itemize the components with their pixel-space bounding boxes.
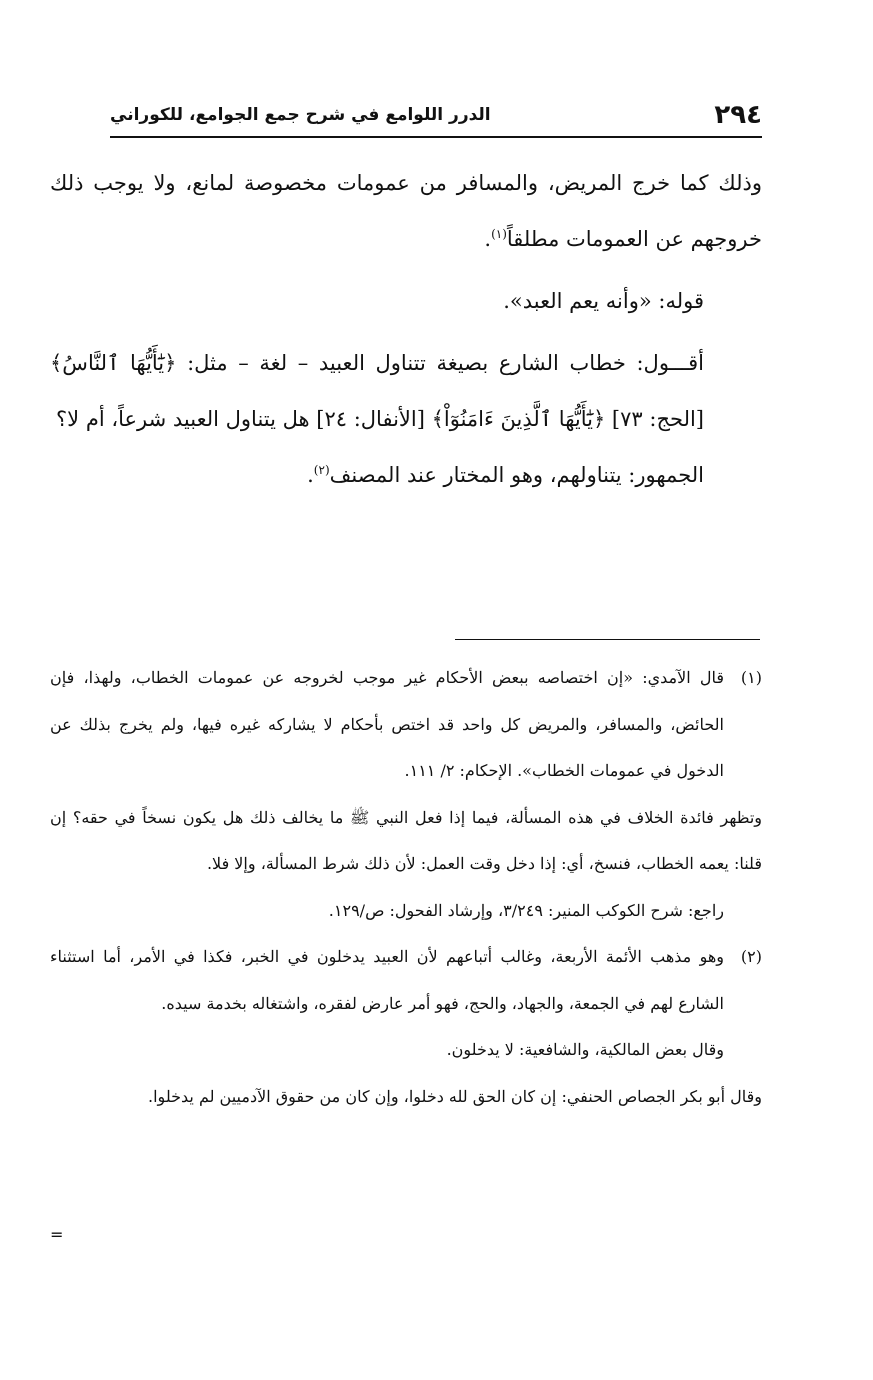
footnote-1-paragraph-1: قال الآمدي: «إن اختصاصه ببعض الأحكام غير موجب لخروجه عن عمومات الخطاب، ولهذا، فإن الحائض، والمسافر، والمريض كل واحد قد اختص بأحكام لا يشاركه غيره فيها، ولم يخرج بذلك عن الدخول في عمومات الخطاب». الإحكام: ٢/ ١١١. <box>50 668 724 780</box>
main-paragraph-1-end: . <box>484 227 492 251</box>
footnote-separator <box>455 639 760 640</box>
footnotes <box>50 655 762 1120</box>
continuation-mark: = <box>50 1225 64 1244</box>
footnote-1-paragraph-2: وتظهر فائدة الخلاف في هذه المسألة، فيما إذا فعل النبي ﷺ ما يخالف ذلك هل يكون نسخاً في حقه؟ إن قلنا: يعمه الخطاب، فنسخ، أي: إذا دخل وقت العمل: لأن ذلك شرط المسألة، وإلا فلا. <box>50 807 762 873</box>
running-title: الدرر اللوامع في شرح جمع الجوامع، للكوراني <box>110 105 491 125</box>
footnote-2-paragraph-3: وقال أبو بكر الجصاص الحنفي: إن كان الحق لله دخلوا، وإن كان من حقوق الآدميين لم يدخلوا. <box>148 1086 762 1106</box>
footnote-2-paragraph-2: وقال بعض المالكية، والشافعية: لا يدخلون. <box>446 1040 724 1059</box>
header-rule <box>110 136 762 138</box>
footnote-2-number: (٢) <box>740 947 762 966</box>
footnote-1-paragraph-3: راجع: شرح الكوكب المنير: ٣/٢٤٩، وإرشاد الفحول: ص/١٢٩. <box>328 900 724 920</box>
page-number: ٢٩٤ <box>714 100 762 130</box>
quoted-matn: قوله: «وأنه يعم العبد». <box>503 289 704 313</box>
main-paragraph-1 <box>50 155 762 267</box>
main-paragraph-3-text: الجمهور: يتناولهم، وهو المختار عند المصنف <box>329 463 704 487</box>
footnote-ref-2[interactable]: (٢) <box>313 463 330 477</box>
footnote-1-number: (١) <box>740 668 762 687</box>
footnote-2 <box>50 934 762 1027</box>
main-paragraph-3-end: . <box>307 463 314 487</box>
page-header <box>110 95 762 135</box>
footnote-2-paragraph-1: وهو مذهب الأئمة الأربعة، وغالب أتباعهم لأن العبيد يدخلون في الخبر، فكذا في الأمر، أما استثناء الشارع لهم في الجمعة، والجهاد، والحج، فهو أمر عارض لفقره، واشتغاله بخدمة سيده. <box>50 947 724 1013</box>
main-paragraph-3 <box>50 447 762 503</box>
footnote-1 <box>50 655 762 795</box>
main-paragraph-2: أقـــول: خطاب الشارع بصيغة تتناول العبيد – لغة – مثل: ﴿يَٰٓأَيُّهَا ٱلنَّاسُ﴾ [الحج: ٧٣] ﴿يَٰٓأَيُّهَا ٱلَّذِينَ ءَامَنُوٓاْ﴾ [الأنفال: ٢٤] هل يتناول العبيد شرعاً، أم لا؟ <box>50 351 704 431</box>
main-text <box>50 155 762 503</box>
main-paragraph-1-text: وذلك كما خرج المريض، والمسافر من عمومات مخصوصة لمانع، ولا يوجب ذلك خروجهم عن العمومات مطلقاً <box>50 171 762 251</box>
footnote-ref-1[interactable]: (١) <box>491 227 507 241</box>
